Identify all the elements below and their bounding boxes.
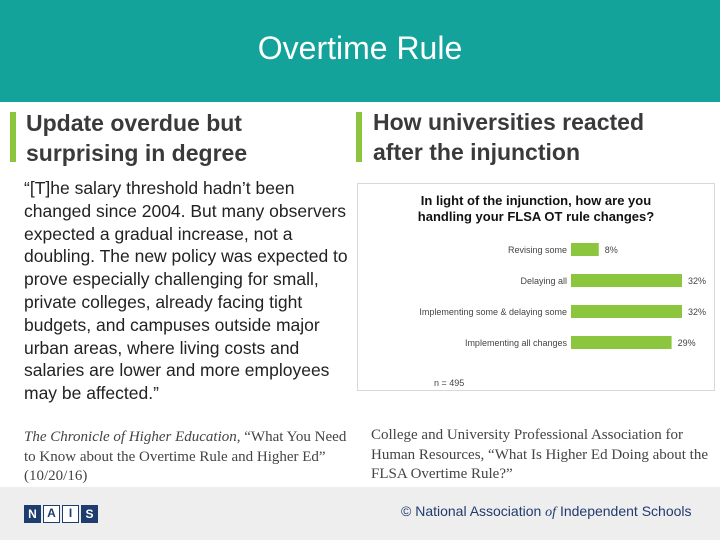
chart-value-label: 29% [677, 338, 696, 348]
right-heading [373, 107, 644, 167]
logo-cell-a: A [43, 505, 60, 523]
chart-footnote: n = 495 [434, 378, 465, 388]
left-quote: “[T]he salary threshold hadn’t been changed since 2004. But many observers expected a gradual increase, not a doubling. The new policy was expected to prove especially challenging for small, private colleges, already facing tight budgets, and campuses outside major urban areas, where living costs and salaries are lower and more employees may be affected.” [24, 178, 348, 404]
citation-details: , “What You Need to Know about the Overtime Rule and Higher Ed” (10/20/16) [24, 429, 347, 484]
org-prefix: © National Association [401, 503, 546, 519]
left-heading [26, 108, 247, 168]
right-heading-accent [356, 112, 362, 162]
org-suffix: Independent Schools [556, 503, 692, 519]
chart-value-label: 32% [688, 276, 707, 286]
footer-organization [401, 503, 692, 521]
survey-chart [357, 183, 715, 391]
right-heading-line1: How universities reacted [373, 109, 644, 135]
left-heading-accent [10, 112, 16, 162]
logo-cell-n: N [24, 505, 41, 523]
chart-value-label: 32% [688, 307, 707, 317]
chart-category-label: Delaying all [520, 276, 567, 286]
left-citation [24, 428, 354, 487]
right-heading-line2: after the injunction [373, 139, 580, 165]
chart-bar [571, 274, 682, 287]
right-citation: College and University Professional Association for Human Resources, “What Is Higher Ed Doing about the FLSA Overtime Rule?” [371, 427, 708, 482]
citation-source: The Chronicle of Higher Education [24, 429, 237, 445]
chart-category-label: Implementing some & delaying some [419, 307, 567, 317]
chart-bar [571, 243, 599, 256]
chart-bar [571, 305, 682, 318]
slide-title: Overtime Rule [257, 30, 463, 66]
nais-logo [24, 505, 98, 523]
chart-category-label: Implementing all changes [464, 338, 567, 348]
chart-plot [358, 184, 714, 390]
chart-category-label: Revising some [507, 245, 567, 255]
left-heading-line1: Update overdue but [26, 110, 242, 136]
logo-cell-i: I [62, 505, 79, 523]
left-heading-line2: surprising in degree [26, 140, 248, 166]
logo-cell-s: S [81, 505, 98, 523]
chart-bar [571, 336, 672, 349]
chart-value-label: 8% [604, 245, 618, 255]
chart-title: In light of the injunction, how are you handling your FLSA OT rule changes? [417, 193, 655, 224]
org-of: of [545, 505, 557, 520]
